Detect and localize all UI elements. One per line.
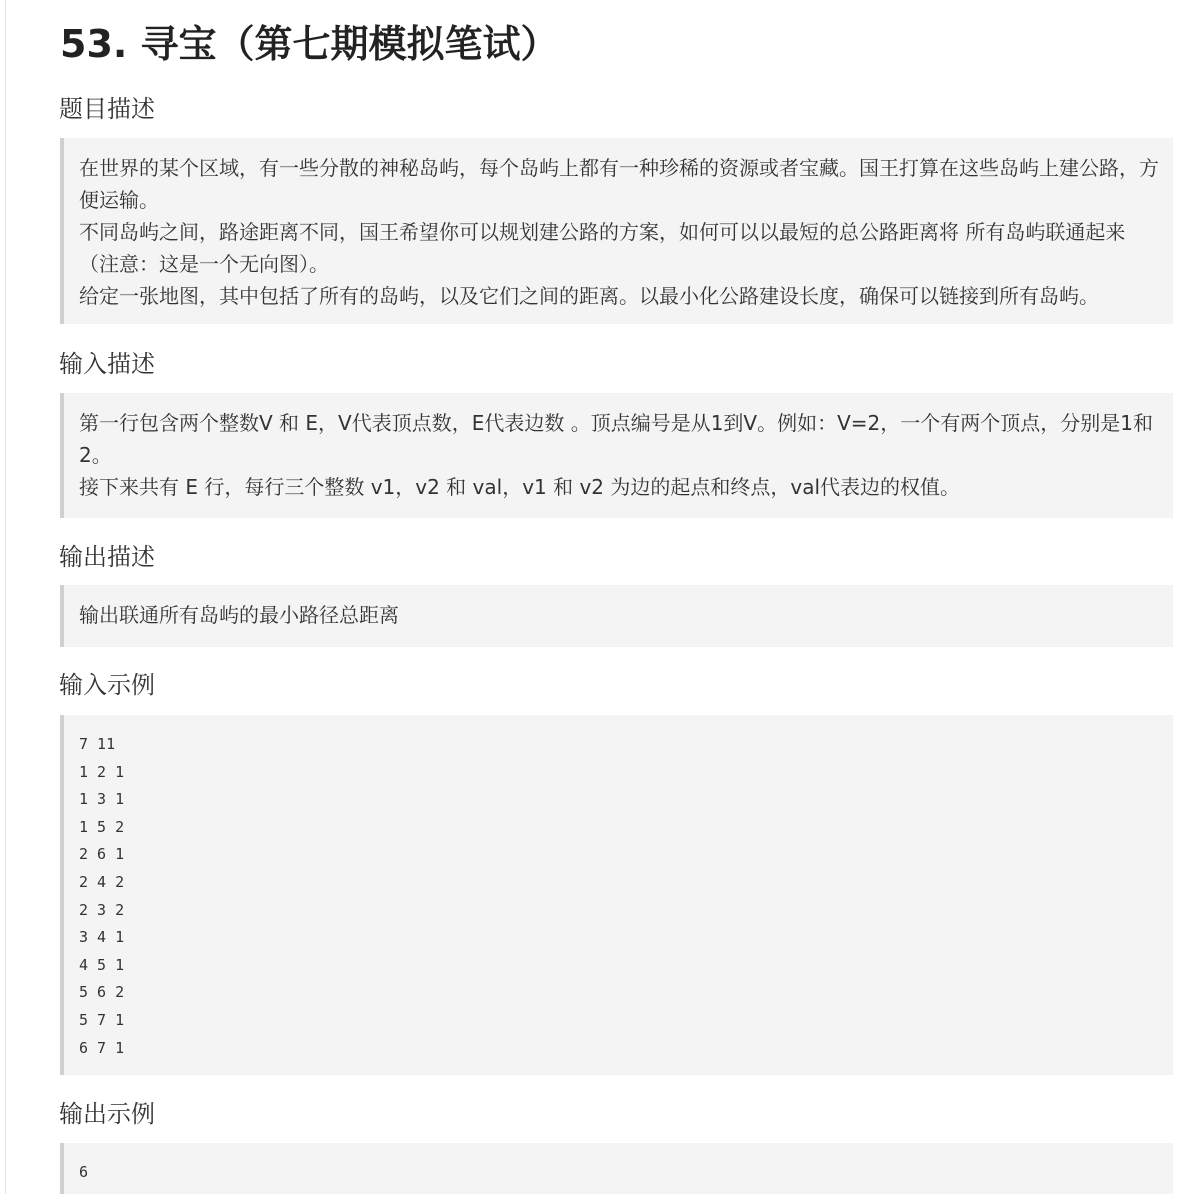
description-heading: 题目描述 — [59, 95, 155, 123]
output-description-block — [60, 585, 1173, 647]
input-example-heading: 输入示例 — [59, 671, 155, 699]
description-paragraph: 在世界的某个区域，有一些分散的神秘岛屿，每个岛屿上都有一种珍稀的资源或者宝藏。国王打算在这些岛屿上建公路，方便运输。 — [79, 156, 1159, 212]
code-line: 5 6 2 — [79, 983, 125, 1002]
code-line: 3 4 1 — [79, 928, 125, 947]
code-line: 6 — [79, 1163, 89, 1181]
page-title: 53. 寻宝（第七期模拟笔试） — [60, 22, 559, 66]
input-example-code-block — [60, 715, 1173, 1075]
output-paragraph: 输出联通所有岛屿的最小路径总距离 — [79, 603, 399, 627]
input-description-block — [60, 393, 1173, 518]
code-line: 7 11 — [79, 735, 116, 753]
page-left-border — [5, 0, 6, 1194]
output-example-heading: 输出示例 — [59, 1100, 155, 1128]
description-block — [60, 138, 1173, 324]
output-heading: 输出描述 — [59, 543, 155, 571]
code-line: 5 7 1 — [79, 1010, 125, 1029]
input-paragraph: 第一行包含两个整数V 和 E，V代表顶点数，E代表边数 。顶点编号是从1到V。例如：V=2，一个有两个顶点，分别是1和2。 — [79, 411, 1154, 467]
code-line: 4 5 1 — [79, 955, 125, 974]
code-line: 2 4 2 — [79, 872, 125, 891]
code-line: 1 5 2 — [79, 817, 125, 836]
code-line: 2 6 1 — [79, 845, 125, 864]
code-line: 2 3 2 — [79, 900, 125, 919]
code-line: 1 2 1 — [79, 762, 125, 781]
description-paragraph: 不同岛屿之间，路途距离不同，国王希望你可以规划建公路的方案，如何可以以最短的总公路距离将 所有岛屿联通起来（注意：这是一个无向图）。 — [79, 220, 1126, 276]
output-example-code-block — [60, 1143, 1173, 1194]
input-paragraph: 接下来共有 E 行，每行三个整数 v1，v2 和 val，v1 和 v2 为边的起点和终点，val代表边的权值。 — [79, 475, 961, 499]
code-line: 1 3 1 — [79, 790, 125, 809]
code-line: 6 7 1 — [79, 1038, 125, 1057]
description-paragraph: 给定一张地图，其中包括了所有的岛屿，以及它们之间的距离。以最小化公路建设长度，确保可以链接到所有岛屿。 — [79, 284, 1099, 308]
input-heading: 输入描述 — [59, 350, 155, 378]
